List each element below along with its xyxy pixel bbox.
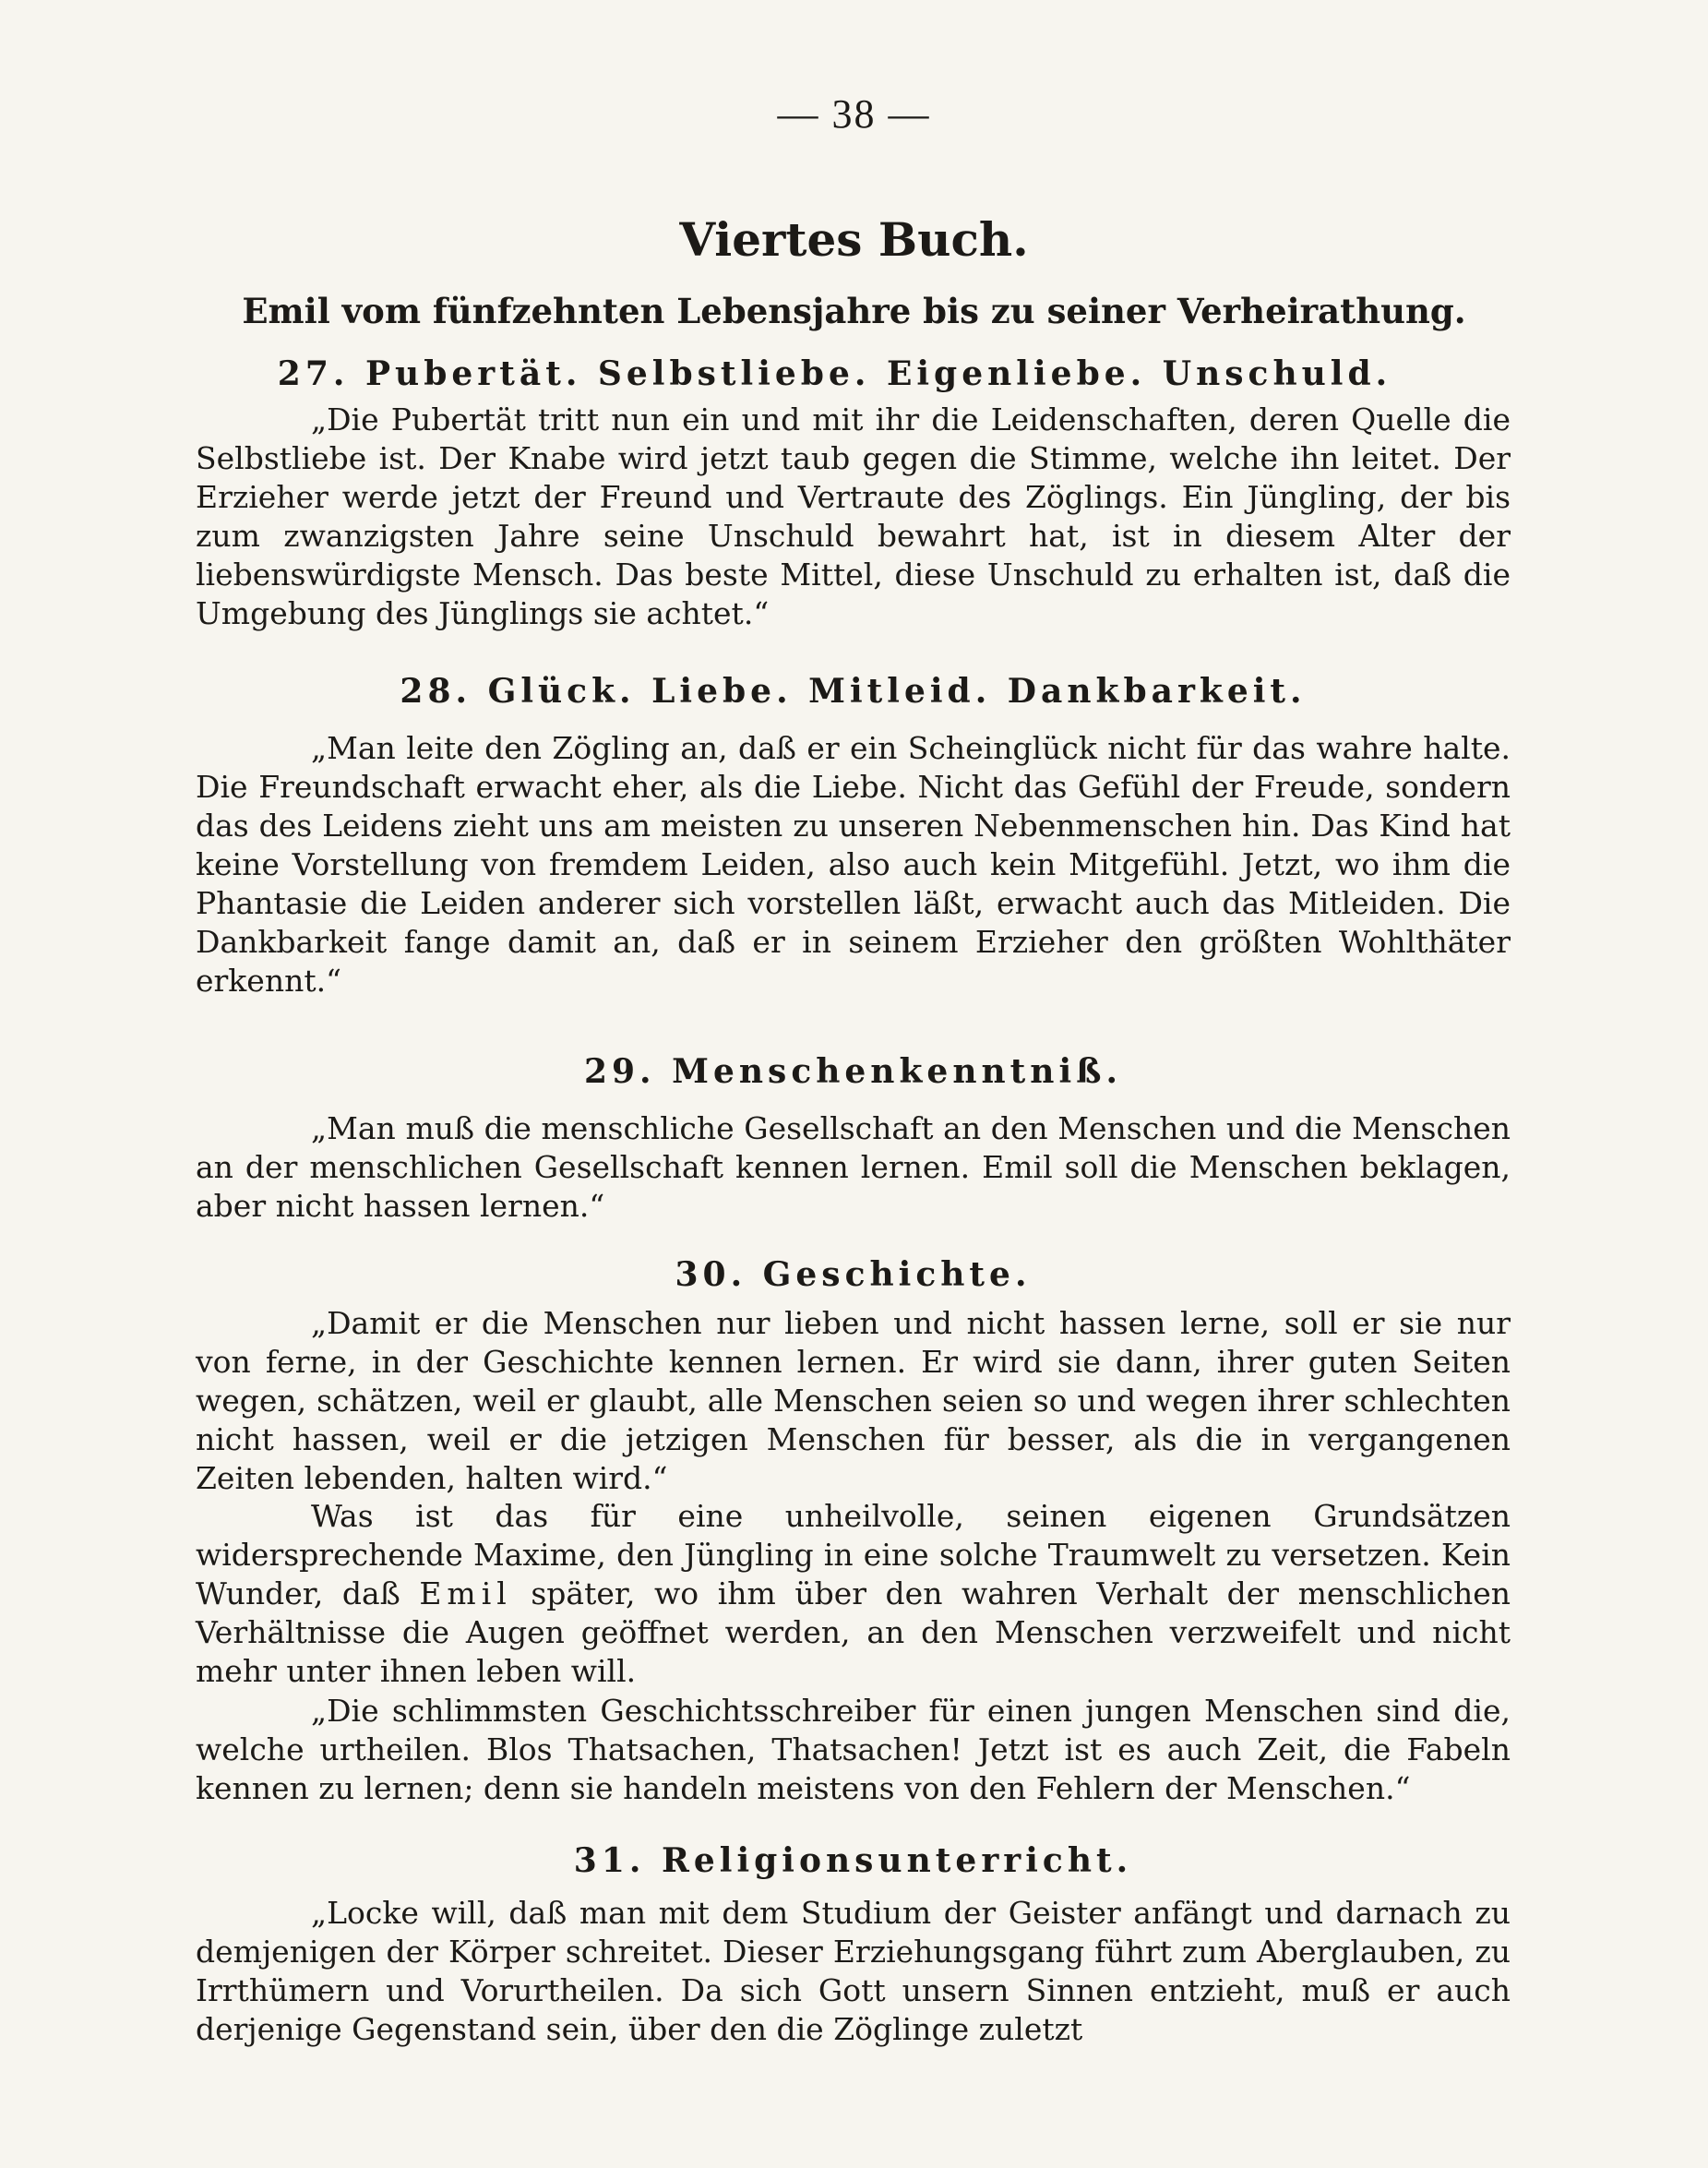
- section-heading: 29. Menschenkenntniß.: [583, 1052, 1123, 1091]
- paragraph: „Man muß die menschliche Gesellschaft an den Menschen und die Menschen an der menschlichen Gesellschaft kennen lernen. Emil soll die Menschen beklagen, aber nicht hassen lernen.“: [196, 1110, 1511, 1224]
- paragraph: [196, 1497, 1511, 1691]
- paragraph: „Man leite den Zögling an, daß er ein Scheinglück nicht für das wahre halte. Die Freundschaft erwacht eher, als die Liebe. Nicht das Gefühl der Freude, sondern das des Leidens zieht uns am meisten zu unseren Nebenmenschen hin. Das Kind hat keine Vorstellung von fremdem Leiden, also auch kein Mitgefühl. Jetzt, wo ihm die Phantasie die Leiden anderer sich vorstellen läßt, erwacht auch das Mitleiden. Die Dankbarkeit fange damit an, daß er in seinem Erzieher den größten Wohlthäter erkennt.“: [196, 730, 1511, 999]
- section-29-body: [196, 1109, 1511, 1226]
- section-heading: 31. Religionsunterricht.: [573, 1841, 1133, 1880]
- paragraph-part: Was ist das für eine unheilvolle, seinen eigenen Grundsätzen widersprechende Maxime, den Jüngling in eine solche Traumwelt zu versetzen. Kein Wunder, daß: [196, 1498, 1511, 1611]
- paragraph: „Damit er die Menschen nur lieben und nicht hassen lerne, soll er sie nur von ferne, in der Geschichte kennen lernen. Er wird sie dann, ihrer guten Seiten wegen, schätzen, weil er glaubt, alle Menschen seien so und wegen ihrer schlechten nicht hassen, weil er die jetzigen Menschen für besser, als die in vergangenen Zeiten lebenden, halten wird.“: [196, 1305, 1511, 1496]
- section-30: [196, 1255, 1511, 1294]
- paragraph-part: später, wo ihm über den wahren Verhalt der menschlichen Verhältnisse die Augen geöffnet werden, an den Menschen verzweifelt und nicht mehr unter ihnen leben will.: [196, 1575, 1511, 1689]
- section-heading: 27. Pubertät. Selbstliebe. Eigenliebe. Unschuld.: [277, 354, 1392, 393]
- paragraph: „Locke will, daß man mit dem Studium der Geister anfängt und darnach zu demjenigen der Körper schreitet. Dieser Erziehungsgang führt zum Aberglauben, zu Irrthümern und Vorurtheilen. Da sich Gott unsern Sinnen entzieht, muß er auch derjenige Gegenstand sein, über den die Zöglinge zuletzt: [196, 1895, 1511, 2047]
- paragraph: „Die schlimmsten Geschichtsschreiber für einen jungen Menschen sind die, welche urtheilen. Blos Thatsachen, Thatsachen! Jetzt ist es auch Zeit, die Fabeln kennen zu lernen; denn sie handeln meistens von den Fehlern der Menschen.“: [196, 1693, 1511, 1806]
- paragraph: „Die Pubertät tritt nun ein und mit ihr die Leidenschaften, deren Quelle die Selbstliebe ist. Der Knabe wird jetzt taub gegen die Stimme, welche ihn leitet. Der Erzieher werde jetzt der Freund und Vertraute des Zöglings. Ein Jüngling, der bis zum zwanzigsten Jahre seine Unschuld bewahrt hat, ist in diesem Alter der liebenswürdigste Mensch. Das beste Mittel, diese Unschuld zu erhalten ist, daß die Umgebung des Jünglings sie achtet.“: [196, 401, 1511, 631]
- emphasized-name: Emil: [419, 1575, 512, 1611]
- section-28: [196, 672, 1511, 711]
- section-27-body: [196, 401, 1511, 633]
- page-number: — 38 —: [777, 91, 931, 137]
- section-30-body: [196, 1304, 1511, 1498]
- section-27: [196, 354, 1511, 393]
- book-title: Viertes Buch.: [679, 212, 1029, 267]
- section-28-body: [196, 729, 1511, 1000]
- section-31-body: [196, 1894, 1511, 2049]
- section-30-quote: [196, 1692, 1511, 1808]
- section-heading: 28. Glück. Liebe. Mitleid. Dankbarkeit.: [400, 672, 1307, 711]
- section-29: [196, 1052, 1511, 1091]
- section-30-commentary: [196, 1497, 1511, 1691]
- book-subtitle: Emil vom fünfzehnten Lebensjahre bis zu seiner Verheirathung.: [242, 291, 1466, 331]
- section-31: [196, 1841, 1511, 1880]
- section-heading: 30. Geschichte.: [675, 1255, 1032, 1294]
